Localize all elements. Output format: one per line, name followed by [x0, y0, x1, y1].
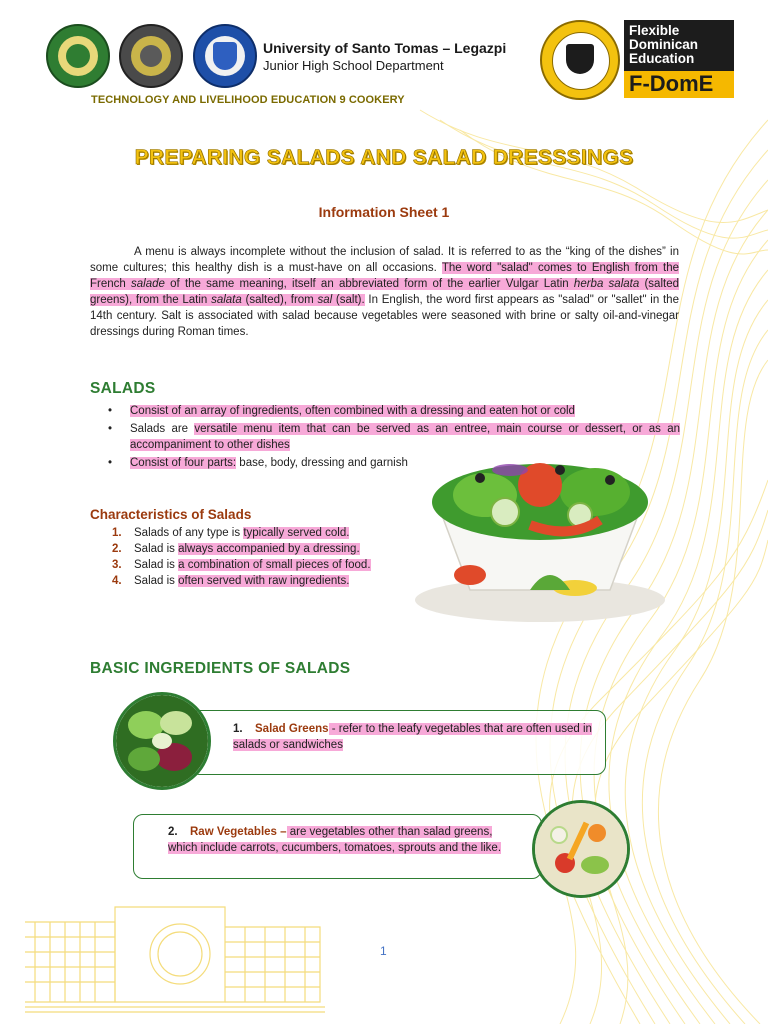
subject-line: TECHNOLOGY AND LIVELIHOOD EDUCATION 9 COOKERY [91, 94, 405, 106]
intro-paragraph: A menu is always incomplete without the inclusion of salad. It is referred to as the “king of the dishes” in some cultures; this healthy dish is a must-have on all occasions. The word "salad" comes to English from the French salade of the same meaning, itself an abbreviated form of the earlier Vulgar Latin herba salata (salted greens), from the Latin salata (salted), from sal (salt). In English, the word first appears as "salad" or "sallet" in the 14th century. Salt is associated with salad because vegetables were seasoned with brine or salty oil-and-vinegar dressings during Roman times. [90, 246, 679, 338]
page-title: PREPARING SALADS AND SALAD DRESSSINGS [134, 146, 634, 169]
school-seal-blue [193, 24, 257, 88]
list-item: 1. Salads of any type is typically served cold. [112, 527, 350, 539]
page-number: 1 [380, 944, 387, 958]
department-name: Junior High School Department [263, 58, 444, 73]
page-subtitle: Information Sheet 1 [318, 204, 450, 220]
basic-ingredients-heading: BASIC INGREDIENTS OF SALADS [90, 660, 351, 677]
raw-vegetables-image [532, 800, 630, 898]
university-name: University of Santo Tomas – Legazpi [263, 40, 507, 56]
ust-seal [540, 20, 620, 100]
school-seal-green [46, 24, 110, 88]
list-item: 3. Salad is a combination of small pieces of food. [112, 559, 371, 571]
list-item: • Consist of four parts: base, body, dressing and garnish [108, 457, 408, 469]
characteristics-list [112, 525, 371, 589]
ingredient-card-salad-greens [190, 710, 606, 775]
salad-greens-image [113, 692, 211, 790]
fdome-tagline: Flexible Dominican Education [629, 23, 699, 66]
list-item: • Consist of an array of ingredients, often combined with a dressing and eaten hot or cold [108, 405, 575, 417]
list-item: 2. Salad is always accompanied by a dressing. [112, 543, 360, 555]
list-item: 4. Salad is often served with raw ingredients. [112, 575, 350, 587]
salads-heading: SALADS [90, 380, 156, 397]
list-item: • Salads are versatile menu item that can be served as an entree, main course or dessert, or as an accompaniment to other dishes [108, 423, 680, 451]
school-seal-gray [119, 24, 183, 88]
ingredient-text: 1. Salad Greens - refer to the leafy vegetables that are often used in salads or sandwiches [233, 723, 592, 751]
fdome-logo-text: F-DomE [629, 71, 714, 96]
ingredient-card-raw-vegetables [133, 814, 542, 879]
ingredient-text: 2. Raw Vegetables – are vegetables other than salad greens, which include carrots, cucumbers, tomatoes, sprouts and the like. [168, 826, 502, 854]
school-building-watermark [25, 882, 325, 1017]
salad-bowl-image [410, 440, 670, 630]
characteristics-heading: Characteristics of Salads [90, 507, 252, 522]
